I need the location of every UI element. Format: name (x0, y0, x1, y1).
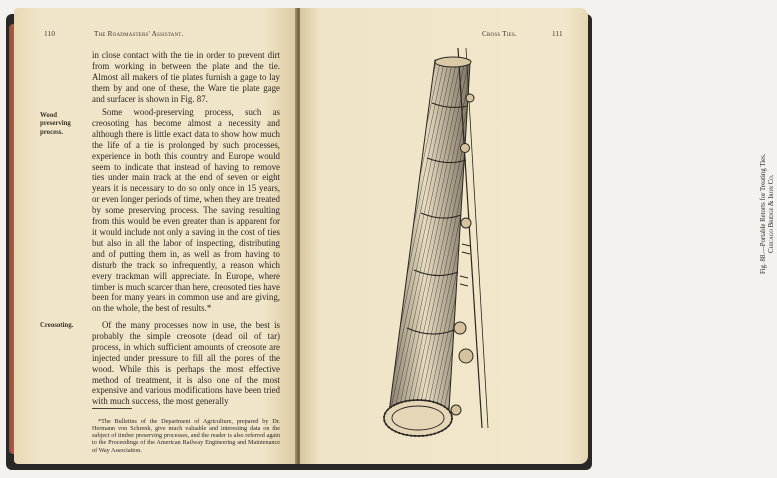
margin-note-creosoting: Creosoting. (40, 322, 74, 329)
rail-line (466, 48, 488, 428)
right-page (300, 8, 776, 464)
right-page-number: 111 (552, 30, 563, 38)
paragraph-tie-plates (92, 50, 280, 105)
footnote-text: *The Bulletins of the Department of Agriculture, prepared by Dr. Hermann von Schrenk, give much valuable and interesting data on the subject of timber preserving processes, and the reader is also referred again to the Proceedings of the American Railway Engineering and Maintenance of Way Association. (92, 418, 280, 454)
right-running-head: Cross Ties. (482, 30, 517, 38)
retort-brackets (460, 244, 470, 286)
paragraph-text: Some wood-preserving process, such as creosoting has become almost a necessity and although there is little exact data to show how much the life of a tie is prolonged by such processes, experience in both this country and Europe would seem to indicate that instead of having to remove ties under main track at the end of seven or eight years it is necessary to do so only once in 15 years, or even longer periods of time, when they are treated by some preserving process. The saving resulting from this would be even greater than is apparent for it would include not only a saving in the cost of ties but also in all the labor of inspecting, distributing and of putting them in, as well as from having to disturb the track so infrequently, a reason which every trackman will appreciate. In Europe, where timber is much scarcer than here, creosoted ties have been for many years in common use and are giving, on the whole, the best of results.* (92, 107, 280, 314)
caption-line-1: Fig. 88.—Portable Retorts for Treating Ties. (760, 153, 767, 274)
left-page-number: 110 (44, 30, 56, 38)
left-running-head: The Roadmasters' Assistant. (94, 30, 184, 38)
caption-line-2: Chicago Bridge & Iron Co. (768, 174, 776, 254)
retort-door (384, 400, 452, 436)
left-page (14, 8, 297, 464)
retort-cylinder (388, 57, 471, 426)
paragraph-wood-preserving (92, 107, 280, 314)
retort-illustration (300, 8, 588, 464)
paragraph-text: Of the many processes now in use, the best is probably the simple creosote (dead oil of tar) process, in which sufficient amounts of creosote are injected under pressure to fill all the pores of the wood. While this is perhaps the most effective method of treatment, it is also one of the most expensive and various modifications have been tried with much success, the most generally (92, 320, 280, 407)
paragraph-creosoting (92, 320, 280, 407)
footnote (92, 412, 280, 460)
margin-note-wood-preserving: Wood preserving process. (40, 112, 71, 136)
paragraph-text: in close contact with the tie in order to prevent dirt from working in between the plate and the tie. Almost all makers of tie plates furnish a gage to lay them by and one of these, the Ware tie plate gage and surfacer is shown in Fig. 87. (92, 50, 280, 104)
footnote-divider (92, 408, 132, 409)
